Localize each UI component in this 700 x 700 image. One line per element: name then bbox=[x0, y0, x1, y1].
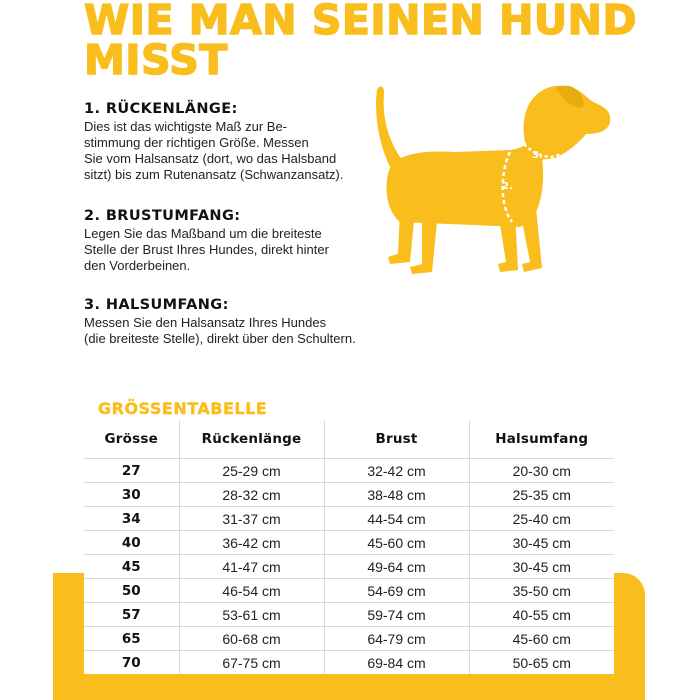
chest-cell: 49-64 cm bbox=[324, 555, 469, 579]
neck-cell: 30-45 cm bbox=[469, 555, 614, 579]
table-row bbox=[84, 531, 614, 555]
table-row bbox=[84, 507, 614, 531]
column-header-size: Grösse bbox=[84, 420, 179, 459]
back-length-cell: 41-47 cm bbox=[179, 555, 324, 579]
chest-cell: 38-48 cm bbox=[324, 483, 469, 507]
size-cell: 30 bbox=[84, 483, 179, 507]
table-header-row bbox=[84, 420, 614, 459]
back-length-cell: 60-68 cm bbox=[179, 627, 324, 651]
size-cell: 45 bbox=[84, 555, 179, 579]
section-text: Messen Sie den Halsansatz Ihres Hundes (die breiteste Stelle), direkt über den Schultern. bbox=[84, 315, 356, 346]
table-row bbox=[84, 579, 614, 603]
back-length-cell: 46-54 cm bbox=[179, 579, 324, 603]
size-cell: 57 bbox=[84, 603, 179, 627]
size-cell: 50 bbox=[84, 579, 179, 603]
marker-3-label: 3. bbox=[532, 150, 543, 161]
neck-cell: 50-65 cm bbox=[469, 651, 614, 675]
section-heading: 1. RÜCKENLÄNGE: bbox=[84, 101, 238, 117]
chest-cell: 44-54 cm bbox=[324, 507, 469, 531]
size-cell: 27 bbox=[84, 459, 179, 483]
neck-cell: 40-55 cm bbox=[469, 603, 614, 627]
table-row bbox=[84, 483, 614, 507]
neck-cell: 35-50 cm bbox=[469, 579, 614, 603]
marker-1-label: 1. bbox=[452, 119, 463, 130]
chest-cell: 32-42 cm bbox=[324, 459, 469, 483]
neck-cell: 30-45 cm bbox=[469, 531, 614, 555]
table-row bbox=[84, 651, 614, 675]
column-header-neck: Halsumfang bbox=[469, 420, 614, 459]
chest-girth-section bbox=[84, 207, 384, 274]
table-row bbox=[84, 627, 614, 651]
section-text: Dies ist das wichtigste Maß zur Be- stimmung der richtigen Größe. Messen Sie vom Halsansatz (dort, wo das Halsband sitzt) bis zum Rutenansatz (Schwanzansatz). bbox=[84, 119, 344, 182]
size-cell: 70 bbox=[84, 651, 179, 675]
size-cell: 34 bbox=[84, 507, 179, 531]
marker-2-label: 2. bbox=[502, 181, 513, 192]
size-chart bbox=[84, 398, 614, 674]
back-length-cell: 25-29 cm bbox=[179, 459, 324, 483]
size-chart-title: GRÖSSENTABELLE bbox=[98, 399, 268, 418]
dog-silhouette-icon bbox=[360, 82, 620, 282]
chest-cell: 54-69 cm bbox=[324, 579, 469, 603]
size-cell: 65 bbox=[84, 627, 179, 651]
neck-cell: 20-30 cm bbox=[469, 459, 614, 483]
section-text: Legen Sie das Maßband um die breiteste Stelle der Brust Ihres Hundes, direkt hinter den Vorderbeinen. bbox=[84, 226, 329, 273]
back-length-cell: 31-37 cm bbox=[179, 507, 324, 531]
size-table bbox=[84, 420, 614, 674]
chest-cell: 59-74 cm bbox=[324, 603, 469, 627]
back-length-section bbox=[84, 100, 384, 183]
neck-girth-section bbox=[84, 296, 384, 347]
neck-cell: 25-35 cm bbox=[469, 483, 614, 507]
back-length-cell: 28-32 cm bbox=[179, 483, 324, 507]
chest-cell: 45-60 cm bbox=[324, 531, 469, 555]
table-row bbox=[84, 555, 614, 579]
column-header-back-length: Rückenlänge bbox=[179, 420, 324, 459]
section-heading: 3. HALSUMFANG: bbox=[84, 297, 229, 313]
back-length-cell: 53-61 cm bbox=[179, 603, 324, 627]
chest-cell: 64-79 cm bbox=[324, 627, 469, 651]
column-header-chest: Brust bbox=[324, 420, 469, 459]
table-row bbox=[84, 459, 614, 483]
chest-cell: 69-84 cm bbox=[324, 651, 469, 675]
section-heading: 2. BRUSTUMFANG: bbox=[84, 208, 241, 224]
back-length-cell: 36-42 cm bbox=[179, 531, 324, 555]
neck-cell: 45-60 cm bbox=[469, 627, 614, 651]
page-title: WIE MAN SEINEN HUND MISST bbox=[84, 0, 638, 84]
table-row bbox=[84, 603, 614, 627]
size-cell: 40 bbox=[84, 531, 179, 555]
neck-cell: 25-40 cm bbox=[469, 507, 614, 531]
back-length-cell: 67-75 cm bbox=[179, 651, 324, 675]
